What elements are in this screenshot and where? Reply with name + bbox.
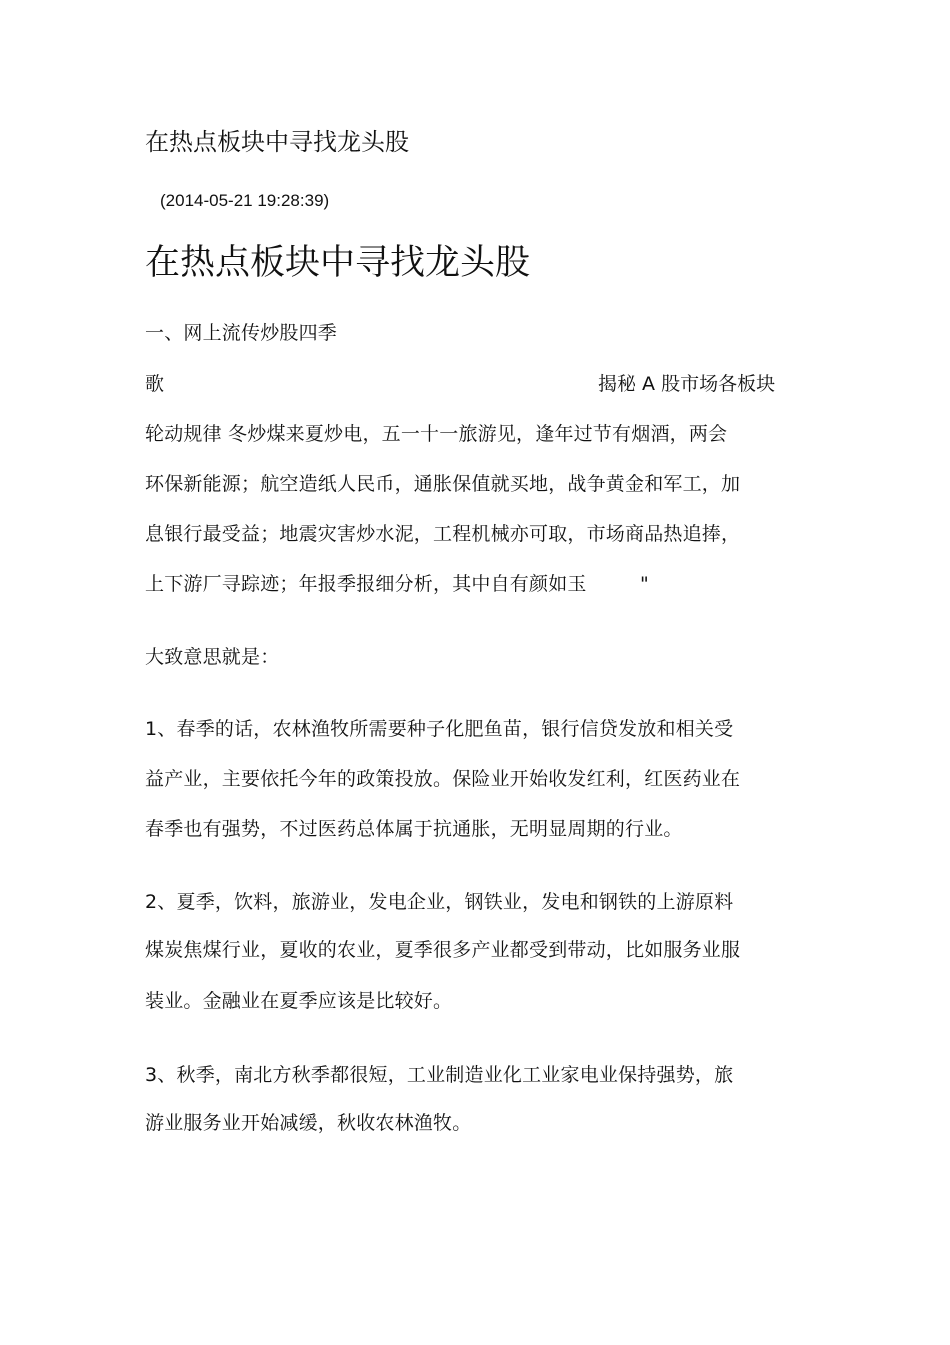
poem-line: 环保新能源；航空造纸人民币，通胀保值就买地，战争黄金和军工，加 — [145, 473, 741, 495]
section-heading: 一、网上流传炒股四季 — [145, 322, 338, 344]
spring-paragraph-line: 春季也有强势，不过医药总体属于抗通胀，无明显周期的行业。 — [145, 818, 683, 840]
spring-paragraph-line: 1、春季的话，农林渔牧所需要种子化肥鱼苗，银行信贷发放和相关受 — [145, 718, 734, 740]
song-label: 歌 — [145, 373, 165, 395]
publish-date: (2014-05-21 19:28:39) — [160, 191, 330, 210]
summer-paragraph-line: 煤炭焦煤行业，夏收的农业，夏季很多产业都受到带动，比如服务业服 — [145, 939, 741, 961]
song-reveal: 揭秘 A 股市场各板块 — [598, 373, 776, 395]
poem-close-quote: " — [640, 573, 649, 595]
poem-line: 上下游厂寻踪迹；年报季报细分析，其中自有颜如玉 — [145, 573, 587, 595]
autumn-paragraph-line: 3、秋季，南北方秋季都很短，工业制造业化工业家电业保持强势，旅 — [145, 1064, 734, 1086]
summary-intro: 大致意思就是： — [145, 646, 280, 668]
spring-paragraph-line: 益产业，主要依托今年的政策投放。保险业开始收发红利，红医药业在 — [145, 768, 741, 790]
summer-paragraph-line: 2、夏季，饮料，旅游业，发电企业，钢铁业，发电和钢铁的上游原料 — [145, 891, 734, 913]
article-title: 在热点板块中寻找龙头股 — [145, 128, 409, 156]
summer-paragraph-line: 装业。金融业在夏季应该是比较好。 — [145, 990, 453, 1012]
poem-line: 轮动规律 冬炒煤来夏炒电，五一十一旅游见，逢年过节有烟酒，两会 — [145, 423, 728, 445]
poem-line: 息银行最受益；地震灾害炒水泥，工程机械亦可取，市场商品热追捧， — [145, 523, 741, 545]
autumn-paragraph-line: 游业服务业开始减缓，秋收农林渔牧。 — [145, 1112, 472, 1134]
article-heading: 在热点板块中寻找龙头股 — [145, 243, 531, 283]
